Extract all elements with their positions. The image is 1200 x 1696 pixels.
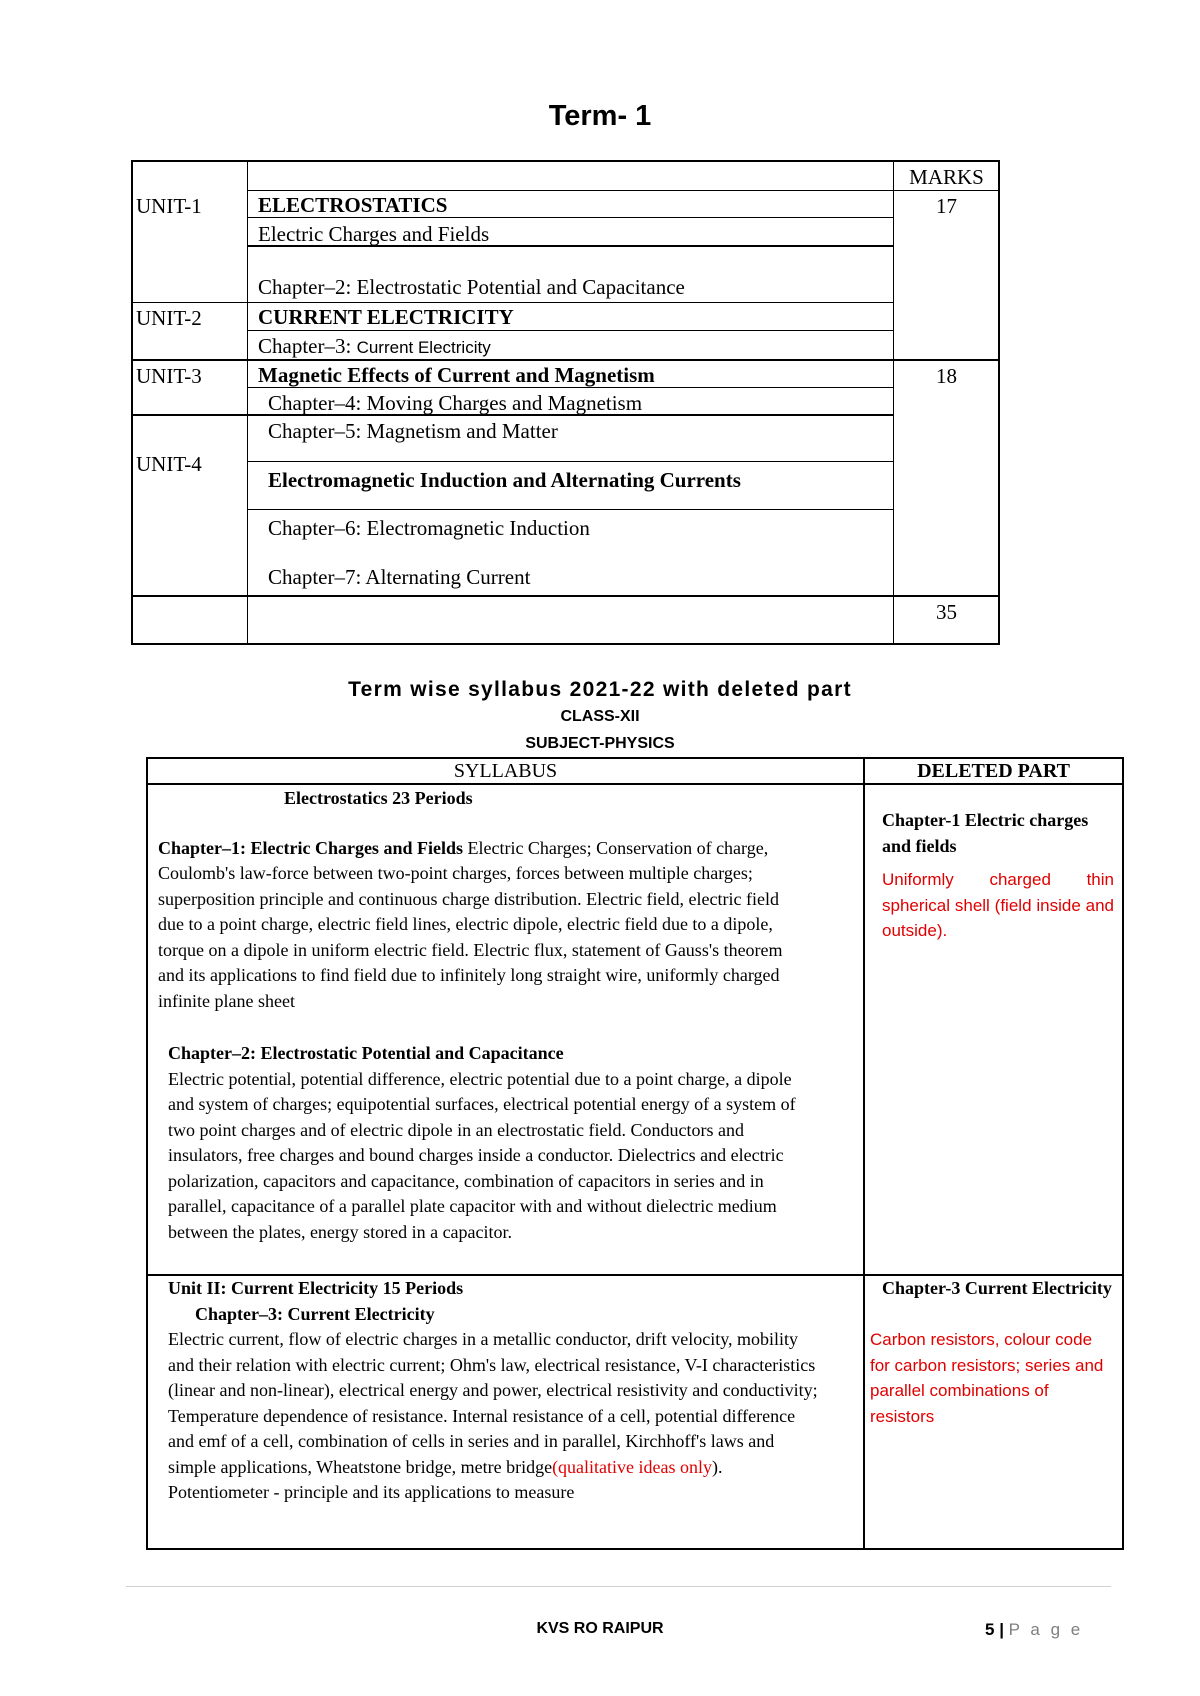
chapter-text: ). Potentiometer - principle and its applications to measure: [168, 1456, 723, 1502]
marks-value: 17: [936, 194, 957, 218]
footer-divider: [126, 1586, 1111, 1587]
syllabus-cell-current: [168, 1276, 818, 1506]
section-heading: Electrostatics 23 Periods: [284, 788, 473, 808]
deleted-text: Uniformly charged thin spherical shell (field inside and outside).: [882, 870, 1114, 940]
syllabus-title: Term wise syllabus 2021-22 with deleted part: [348, 678, 852, 701]
chapter-item: Chapter–2: Electrostatic Potential and Capacitance: [258, 275, 685, 299]
deleted-title: Chapter-3 Current Electricity: [882, 1278, 1112, 1298]
chapter-text: Electric Charges; Conservation of charge, Coulomb's law-force between two-point charges, forces between multiple charges; superposition principle and continuous charge distribution. Electric field, electric field due to a point charge, electric field lines, electric dipole, electric field due to a dipole, torque on a dipole in uniform electric field. Electric flux, statement of Gauss's theorem and its applications to find field due to infinitely long straight wire, uniformly charged infinite plane sheet: [158, 837, 783, 1011]
chapter-title: Chapter–2: Electrostatic Potential and Capacitance: [168, 1043, 564, 1063]
term-marks-table: [131, 160, 1000, 645]
unit-label: UNIT-1: [136, 194, 202, 218]
class-label: CLASS-XII: [560, 708, 640, 725]
marks-value: 18: [936, 364, 957, 388]
chapter-title: Chapter–3: Current Electricity: [195, 1303, 435, 1324]
column-header-deleted: DELETED PART: [917, 760, 1070, 782]
page-title: Term- 1: [548, 100, 652, 132]
deleted-text: Carbon resistors, colour code for carbon resistors; series and parallel combinations of resistors: [870, 1330, 1104, 1426]
unit-title: Magnetic Effects of Current and Magnetism: [258, 363, 655, 387]
unit-title: ELECTROSTATICS: [258, 193, 448, 217]
chapter-item: Chapter–6: Electromagnetic Induction: [268, 516, 590, 540]
chapter-item: Chapter–5: Magnetism and Matter: [268, 419, 558, 443]
unit-label: UNIT-4: [136, 452, 202, 476]
marks-total: 35: [936, 600, 957, 624]
chapter-item: Chapter–3: Current Electricity: [258, 334, 491, 358]
chapter-text-highlight: (qualitative ideas only: [552, 1456, 713, 1477]
unit-label: UNIT-3: [136, 364, 202, 388]
chapter-title: Chapter–1: Electric Charges and Fields: [158, 837, 463, 858]
chapter-text: Electric current, flow of electric charges in a metallic conductor, drift velocity, mobility and their relation with electric current; Ohm's law, electrical resistance, V-I characteristics (linear and non-linear), electrical energy and power, electrical resistivity and conductivity; Temperature dependence of resistance. Internal resistance of a cell, potential difference and emf of a cell, combination of cells in series and in parallel, Kirchhoff's laws and simple applications, Wheatstone bridge, metre bridge: [168, 1329, 818, 1477]
chapter-text: Electric potential, potential difference, electric potential due to a point charge, a dipole and system of charges; equipotential surfaces, electrical potential energy of a system of two point charges and of electric dipole in an electrostatic field. Conductors and insulators, free charges and bound charges inside a conductor. Dielectrics and electric polarization, capacitors and capacitance, combination of capacitors in series and in parallel, capacitance of a parallel plate capacitor with and without dielectric medium between the plates, energy stored in a capacitor.: [168, 1068, 796, 1242]
syllabus-cell-potential: [168, 1041, 818, 1245]
syllabus-table: [146, 757, 1124, 1550]
footer-org: KVS RO RAIPUR: [536, 1620, 664, 1637]
deleted-cell-current: [882, 1276, 1114, 1302]
unit-title: CURRENT ELECTRICITY: [258, 305, 514, 329]
unit-label: UNIT-2: [136, 306, 202, 330]
page-number: 5 | P a g e: [985, 1620, 1084, 1639]
marks-header: MARKS: [909, 165, 984, 189]
column-header-syllabus: SYLLABUS: [453, 760, 558, 782]
chapter-item: Chapter–7: Alternating Current: [268, 565, 531, 589]
syllabus-cell-electrostatics: [158, 786, 808, 1014]
deleted-cell-electrostatics: [882, 808, 1114, 944]
subject-label: SUBJECT-PHYSICS: [525, 735, 675, 752]
unit-title: Electromagnetic Induction and Alternating Currents: [268, 468, 741, 492]
chapter-item: Chapter–4: Moving Charges and Magnetism: [268, 391, 643, 415]
section-heading: Unit II: Current Electricity 15 Periods: [168, 1278, 464, 1298]
chapter-item: Electric Charges and Fields: [258, 222, 490, 246]
deleted-title: Chapter-1 Electric charges and fields: [882, 810, 1089, 856]
